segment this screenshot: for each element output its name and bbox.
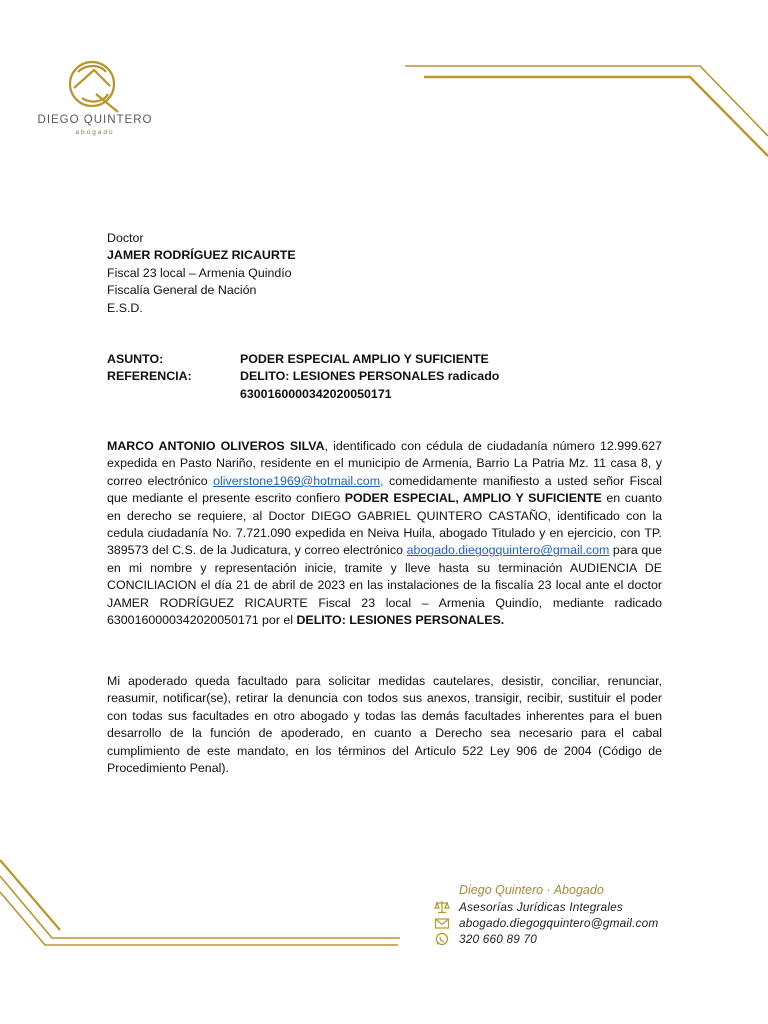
addressee-line-2: Fiscalía General de Nación	[107, 283, 257, 298]
footer-brand: Diego Quintero · Abogado	[459, 883, 604, 897]
footer-email[interactable]: abogado.diegogquintero@gmail.com	[459, 916, 659, 930]
subject-block	[107, 351, 662, 403]
body-paragraph-1: MARCO ANTONIO OLIVEROS SILVA, identificado con cédula de ciudadanía número 12.999.627 expedida en Pasto Nariño, residente en el municipio de Armenia, Barrio La Patria Mz. 11 casa 8, y correo electrónico oliverstone1969@hotmail.com, comedidamente manifiesto a usted señor Fiscal que mediante el presente escrito confiero PODER ESPECIAL, AMPLIO Y SUFICIENTE en cuanto en derecho se requiere, al Doctor DIEGO GABRIEL QUINTERO CASTAÑO, identificado con la cedula ciudadanía No. 7.721.090 expedida en Neiva Huila, abogado Titulado y en ejercicio, con TP. 389573 del C.S. de la Judicatura, y correo electrónico abogado.diegogquintero@gmail.com para que en mi nombre y representación inicie, tramite y lleve hasta su terminación AUDIENCIA DE CONCILIACION el día 21 de abril de 2023 en las instalaciones de la fiscalía 23 local ante el doctor JAMER RODRÍGUEZ RICAURTE Fiscal 23 local – Armenia Quindío, mediante radicado 6300160000342020050171 por el DELITO: LESIONES PERSONALES.	[107, 439, 662, 628]
asunto-label: ASUNTO:	[107, 352, 164, 366]
scales-icon	[434, 900, 450, 914]
referencia-number: 6300160000342020050171	[240, 386, 392, 401]
addressee-block	[107, 230, 662, 317]
logo-name: DIEGO QUINTERO	[37, 114, 153, 126]
asunto-value: PODER ESPECIAL AMPLIO Y SUFICIENTE	[240, 352, 489, 366]
footer-services: Asesorías Jurídicas Integrales	[459, 900, 624, 914]
envelope-icon	[434, 916, 450, 930]
body-paragraph-2: Mi apoderado queda facultado para solicitar medidas cautelares, desistir, conciliar, renunciar, reasumir, notificar(se), retirar la denuncia con todos sus anexos, transigir, recibir, sustituir el poder con todas sus facultades en otro abogado y todas las demás facultades inherentes para el buen desarrollo de la función de apoderado, en cuanto a Derecho sea necesario para el cabal cumplimiento de este mandato, en los términos del Articulo 522 Ley 906 de 2004 (Código de Procedimiento Penal).	[107, 674, 662, 776]
addressee-line-3: E.S.D.	[107, 300, 143, 315]
whatsapp-icon	[434, 932, 450, 946]
client-email-link[interactable]: oliverstone1969@hotmail.com,	[213, 473, 384, 488]
footer-phone[interactable]: 320 660 89 70	[459, 932, 538, 946]
salutation: Doctor	[107, 231, 144, 245]
power-type: PODER ESPECIAL, AMPLIO Y SUFICIENTE	[344, 491, 602, 506]
referencia-label: REFERENCIA:	[107, 369, 192, 384]
addressee-line-1: Fiscal 23 local – Armenia Quindío	[107, 265, 292, 280]
footer-contact	[434, 881, 734, 947]
logo-subtitle: abogado	[75, 129, 115, 136]
lawyer-email-link[interactable]: abogado.diegogquintero@gmail.com	[406, 543, 610, 558]
addressee-name: JAMER RODRÍGUEZ RICAURTE	[107, 248, 296, 263]
referencia-value: DELITO: LESIONES PERSONALES radicado	[240, 369, 500, 384]
offense-label: DELITO: LESIONES PERSONALES.	[296, 613, 505, 628]
grantor-name: MARCO ANTONIO OLIVEROS SILVA	[107, 439, 325, 453]
